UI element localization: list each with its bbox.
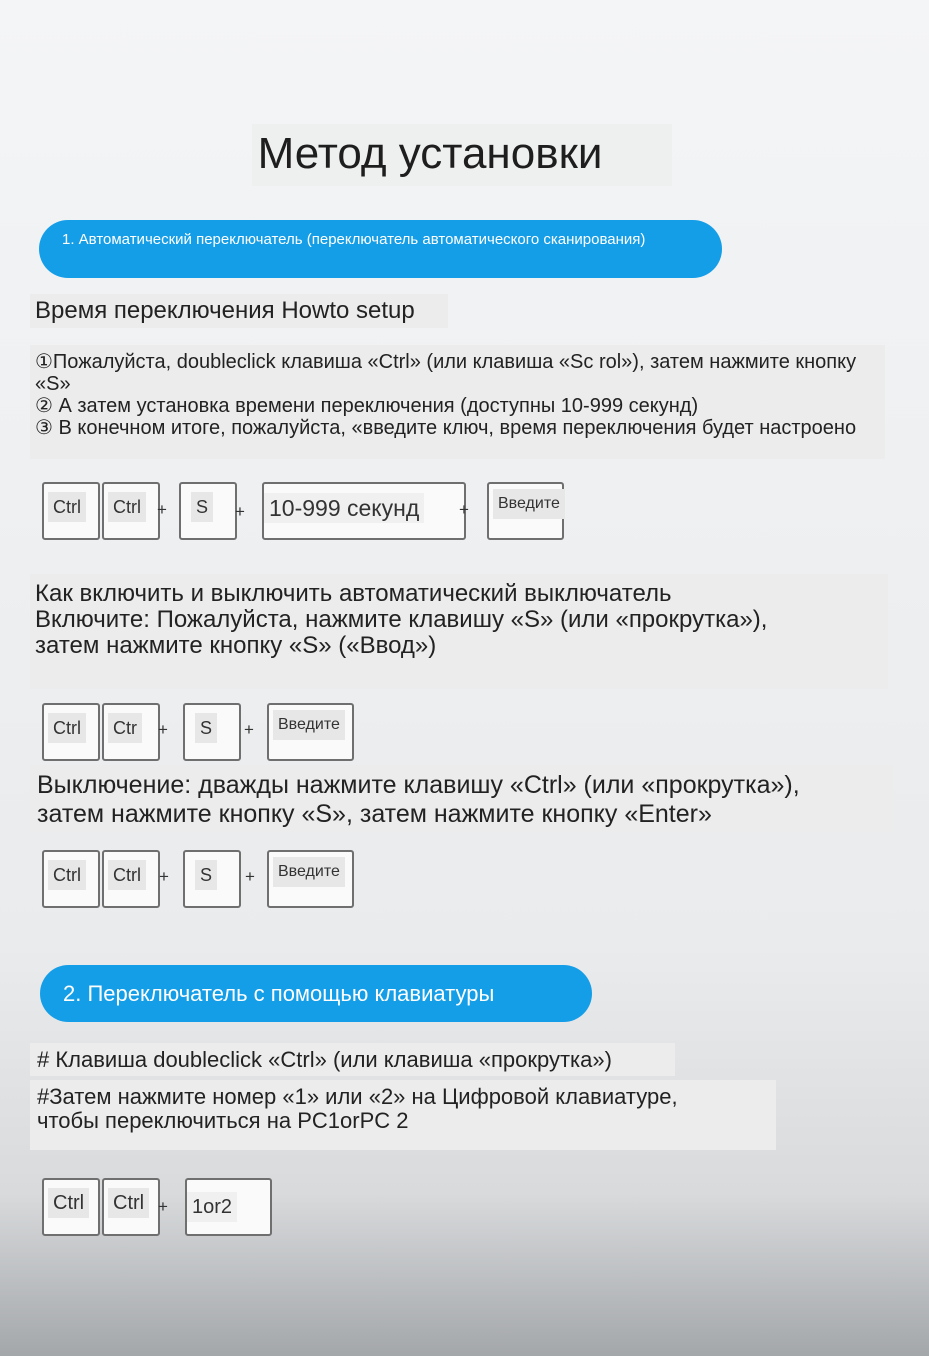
key-seconds xyxy=(262,482,466,540)
key-label: Ctrl xyxy=(48,1188,89,1218)
off-line-1: Выключение: дважды нажмите клавишу «Ctrl» (или «прокрутка»), xyxy=(37,771,800,799)
toggle-instructions xyxy=(30,574,888,689)
key-enter xyxy=(487,482,564,540)
plus-sign: + xyxy=(159,867,169,886)
key-label: Введите xyxy=(273,857,345,887)
off-instructions xyxy=(30,765,893,832)
toggle-line-3: затем нажмите кнопку «S» («Ввод») xyxy=(35,632,437,659)
toggle-line-2: Включите: Пожалуйста, нажмите клавишу «S» (или «прокрутка»), xyxy=(35,606,768,633)
key-ctrl-2 xyxy=(102,850,160,908)
key-enter xyxy=(267,850,354,908)
key-label: Ctrl xyxy=(48,713,86,743)
key-ctrl-1 xyxy=(42,482,100,540)
key-ctrl-2 xyxy=(102,703,160,761)
key-ctrl-1 xyxy=(42,703,100,761)
plus-sign: + xyxy=(157,500,167,519)
section1-heading: 1. Автоматический переключатель (переключатель автоматического сканирования) xyxy=(39,220,722,278)
key-label: 10-999 секунд xyxy=(264,493,424,523)
key-label: Ctrl xyxy=(108,1188,149,1218)
step-3: ③ В конечном итоге, пожалуйста, «введите ключ, время переключения будет настроено xyxy=(35,417,857,439)
plus-sign: + xyxy=(235,502,245,521)
step-2: ② А затем установка времени переключения (доступны 10-999 секунд) xyxy=(35,395,699,417)
key-label: Ctrl xyxy=(48,492,86,522)
plus-sign: + xyxy=(244,720,254,739)
plus-sign: + xyxy=(459,500,469,519)
key-ctrl-2 xyxy=(102,1178,160,1236)
off-line-2: затем нажмите кнопку «S», затем нажмите кнопку «Enter» xyxy=(37,800,712,828)
key-label: Ctr xyxy=(108,713,142,743)
key-s xyxy=(179,482,237,540)
keyboard-step-1: # Клавиша doubleclick «Ctrl» (или клавиша «прокрутка») xyxy=(30,1043,675,1076)
key-s xyxy=(183,703,241,761)
key-label: S xyxy=(191,492,213,522)
key-label: S xyxy=(195,713,217,743)
key-ctrl-1 xyxy=(42,850,100,908)
key-label: Ctrl xyxy=(108,492,146,522)
keyboard-step-2-line-1: #Затем нажмите номер «1» или «2» на Цифровой клавиатуре, xyxy=(37,1084,678,1109)
key-label: S xyxy=(195,860,217,890)
key-enter xyxy=(267,703,354,761)
key-label: Ctrl xyxy=(48,860,86,890)
page-title: Метод установки xyxy=(257,129,603,178)
key-label: Введите xyxy=(273,710,345,740)
key-ctrl-1 xyxy=(42,1178,100,1236)
step-1: ①Пожалуйста, doubleclick клавиша «Ctrl» (или клавиша «Sc rol»), затем нажмите кнопку «S» xyxy=(35,351,857,395)
steps-list xyxy=(30,345,885,459)
section2-heading: 2. Переключатель с помощью клавиатуры xyxy=(40,965,592,1022)
keyboard-step-2 xyxy=(30,1080,776,1150)
plus-sign: + xyxy=(158,720,168,739)
key-1or2 xyxy=(185,1178,272,1236)
plus-sign: + xyxy=(245,867,255,886)
keyboard-step-2-line-2: чтобы переключиться на PC1orPC 2 xyxy=(37,1108,409,1133)
key-s xyxy=(183,850,241,908)
key-ctrl-2 xyxy=(102,482,160,540)
key-label: 1or2 xyxy=(187,1192,237,1222)
setup-heading: Время переключения Howto setup xyxy=(30,294,448,328)
key-label: Введите xyxy=(493,489,565,519)
plus-sign: + xyxy=(158,1197,168,1216)
key-label: Ctrl xyxy=(108,860,146,890)
toggle-line-1: Как включить и выключить автоматический выключатель xyxy=(35,580,672,607)
